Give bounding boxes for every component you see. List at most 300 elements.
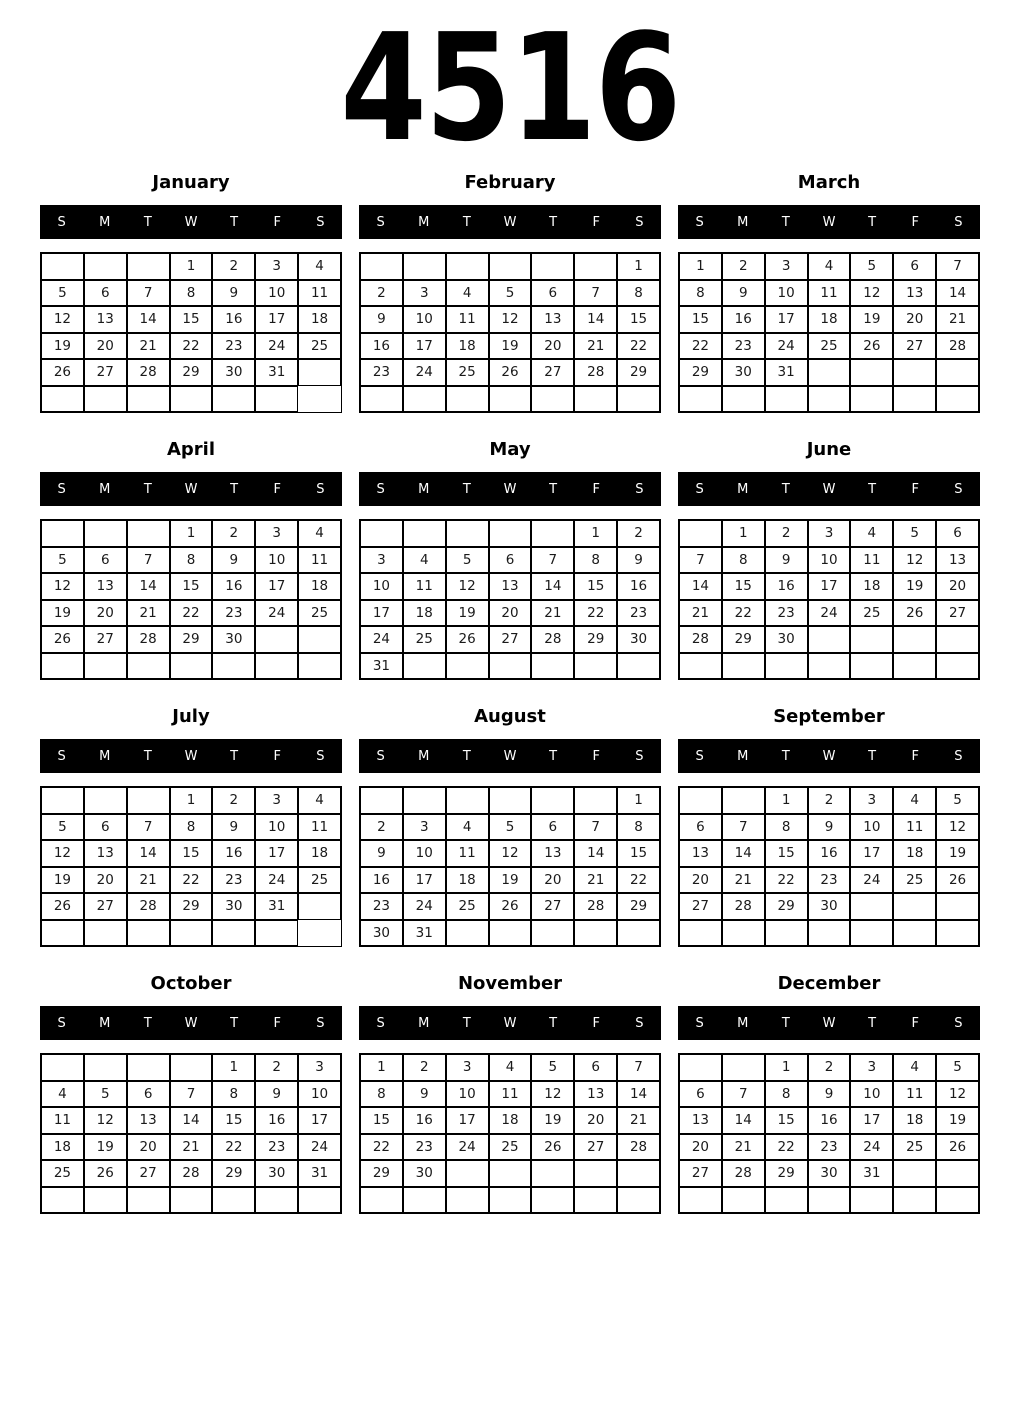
day-cell: 17 (850, 840, 893, 867)
day-cell-empty (850, 1187, 893, 1214)
day-cell: 16 (212, 306, 255, 333)
day-letter: M (99, 481, 111, 497)
day-cell: 6 (574, 1054, 617, 1081)
day-letter: T (230, 748, 239, 764)
day-cell: 19 (893, 573, 936, 600)
day-cell: 13 (84, 306, 127, 333)
day-cell: 16 (403, 1107, 446, 1134)
day-cell: 30 (808, 1160, 851, 1187)
day-cell: 18 (808, 306, 851, 333)
day-cell-empty (298, 626, 341, 653)
day-letter: T (230, 214, 239, 230)
day-letter: T (868, 481, 877, 497)
day-cell-empty (850, 359, 893, 386)
month-title: November (457, 973, 563, 994)
day-cell: 2 (808, 787, 851, 814)
day-cell-empty (531, 386, 574, 413)
day-cell-empty (617, 386, 660, 413)
day-cell: 21 (679, 600, 722, 627)
day-cell: 8 (360, 1081, 403, 1108)
day-cell-empty (531, 520, 574, 547)
day-cell: 21 (127, 333, 170, 360)
day-cell: 29 (617, 893, 660, 920)
day-cell: 24 (850, 1134, 893, 1161)
day-cell-empty (722, 386, 765, 413)
day-cell-empty (722, 1054, 765, 1081)
day-cell: 10 (255, 280, 298, 307)
month-june (678, 439, 980, 680)
day-cell-empty (574, 1160, 617, 1187)
day-cell-empty (41, 1187, 84, 1214)
day-cell-empty (936, 653, 979, 680)
day-cell-empty (893, 653, 936, 680)
day-cell-empty (936, 1187, 979, 1214)
day-letter: T (549, 481, 558, 497)
day-cell-empty (127, 1187, 170, 1214)
day-cell-empty (808, 653, 851, 680)
day-cell-empty (255, 920, 298, 947)
day-cell-empty (446, 1160, 489, 1187)
day-cell: 27 (84, 893, 127, 920)
day-cell-empty (808, 920, 851, 947)
day-cell: 18 (489, 1107, 532, 1134)
month-title: September (773, 706, 885, 727)
day-letter: F (911, 481, 920, 497)
day-letter: T (230, 1015, 239, 1031)
day-cell: 5 (41, 814, 84, 841)
day-header-bar (678, 1006, 980, 1040)
day-cell: 3 (255, 253, 298, 280)
day-cell: 27 (489, 626, 532, 653)
day-cell: 3 (765, 253, 808, 280)
day-cell-empty (850, 626, 893, 653)
day-cell: 3 (403, 280, 446, 307)
day-cell-empty (893, 626, 936, 653)
day-letter: S (316, 214, 325, 230)
month-march (678, 172, 980, 413)
day-cell: 4 (298, 520, 341, 547)
day-header-bar (40, 739, 342, 773)
day-cell: 20 (84, 600, 127, 627)
day-letter: T (462, 481, 471, 497)
day-cell-empty (936, 359, 979, 386)
day-cell: 27 (84, 626, 127, 653)
day-cell-empty (360, 386, 403, 413)
day-cell: 1 (722, 520, 765, 547)
day-letter: T (462, 1015, 471, 1031)
day-cell: 17 (446, 1107, 489, 1134)
day-cell: 26 (936, 867, 979, 894)
day-cell: 26 (489, 359, 532, 386)
day-cell: 19 (41, 867, 84, 894)
day-cell: 14 (617, 1081, 660, 1108)
day-cell: 14 (679, 573, 722, 600)
day-letter: S (57, 748, 66, 764)
day-cell: 19 (446, 600, 489, 627)
day-letter: M (99, 748, 111, 764)
day-cell: 5 (893, 520, 936, 547)
day-cell: 9 (722, 280, 765, 307)
day-cell: 19 (936, 1107, 979, 1134)
day-letter: F (592, 481, 601, 497)
day-cell: 25 (850, 600, 893, 627)
day-cell-empty (84, 253, 127, 280)
day-cell-empty (446, 787, 489, 814)
day-cell-empty (255, 386, 298, 413)
day-letter: W (822, 214, 836, 230)
day-cell: 28 (722, 893, 765, 920)
day-cell-empty (489, 1187, 532, 1214)
day-cell: 15 (722, 573, 765, 600)
day-cell: 2 (765, 520, 808, 547)
day-cell: 11 (403, 573, 446, 600)
day-cell-empty (722, 920, 765, 947)
day-cell: 14 (722, 1107, 765, 1134)
day-cell: 21 (722, 867, 765, 894)
day-cell-empty (531, 920, 574, 947)
day-letter: F (911, 214, 920, 230)
day-cell: 21 (617, 1107, 660, 1134)
day-cell: 12 (936, 1081, 979, 1108)
day-cell: 22 (574, 600, 617, 627)
day-cell-empty (574, 386, 617, 413)
day-cell-empty (446, 1187, 489, 1214)
day-letter: M (418, 748, 430, 764)
day-cell: 31 (850, 1160, 893, 1187)
day-cell: 11 (298, 280, 341, 307)
day-cell: 22 (170, 867, 213, 894)
day-cell-empty (360, 787, 403, 814)
day-cell-empty (679, 1054, 722, 1081)
day-cell: 2 (808, 1054, 851, 1081)
day-cell: 23 (360, 893, 403, 920)
day-cell: 31 (298, 1160, 341, 1187)
day-cell-empty (489, 253, 532, 280)
day-cell: 17 (255, 840, 298, 867)
day-cell: 14 (574, 306, 617, 333)
day-cell: 8 (765, 1081, 808, 1108)
day-cell-empty (41, 253, 84, 280)
day-cell: 17 (255, 573, 298, 600)
day-cell: 10 (403, 306, 446, 333)
day-cell: 7 (170, 1081, 213, 1108)
day-cell-empty (298, 893, 341, 920)
day-cell: 5 (531, 1054, 574, 1081)
day-cell: 5 (41, 547, 84, 574)
day-cell: 24 (850, 867, 893, 894)
day-cell-empty (531, 653, 574, 680)
day-letter: M (737, 748, 749, 764)
day-cell: 10 (808, 547, 851, 574)
day-cell: 12 (446, 573, 489, 600)
day-letter: T (143, 748, 152, 764)
day-cell: 19 (936, 840, 979, 867)
month-july (40, 706, 342, 947)
day-cell: 18 (403, 600, 446, 627)
day-cell: 30 (212, 893, 255, 920)
day-cell: 22 (170, 600, 213, 627)
day-cell: 27 (531, 359, 574, 386)
day-cell: 13 (84, 840, 127, 867)
day-cell: 28 (679, 626, 722, 653)
day-cell-empty (808, 626, 851, 653)
day-cell-empty (850, 893, 893, 920)
day-cell: 24 (765, 333, 808, 360)
day-cell: 25 (893, 1134, 936, 1161)
day-letter: T (549, 214, 558, 230)
day-cell: 13 (574, 1081, 617, 1108)
day-cell: 10 (255, 814, 298, 841)
day-cell-empty (212, 920, 255, 947)
day-cell: 7 (127, 280, 170, 307)
day-cell: 21 (574, 333, 617, 360)
day-cell: 1 (170, 253, 213, 280)
day-letter: S (635, 748, 644, 764)
day-cell: 12 (936, 814, 979, 841)
day-cell: 24 (808, 600, 851, 627)
day-cell: 15 (617, 306, 660, 333)
month-september (678, 706, 980, 947)
day-cell-empty (893, 1160, 936, 1187)
day-cell: 28 (127, 359, 170, 386)
day-cell-empty (84, 520, 127, 547)
day-cell-empty (41, 386, 84, 413)
day-cell: 23 (722, 333, 765, 360)
month-august (359, 706, 661, 947)
day-cell: 14 (127, 573, 170, 600)
day-letter: W (503, 748, 517, 764)
day-cell: 4 (893, 787, 936, 814)
day-cell: 9 (808, 1081, 851, 1108)
day-cell: 2 (360, 814, 403, 841)
day-header-bar (678, 205, 980, 239)
day-cell: 29 (170, 626, 213, 653)
day-cell: 2 (212, 520, 255, 547)
day-letter: S (376, 214, 385, 230)
day-cell: 27 (531, 893, 574, 920)
day-cell: 28 (574, 359, 617, 386)
day-cell: 29 (617, 359, 660, 386)
day-cell: 23 (212, 600, 255, 627)
day-cell: 8 (574, 547, 617, 574)
day-cell-empty (765, 1187, 808, 1214)
day-cell: 24 (298, 1134, 341, 1161)
day-cell-empty (84, 1187, 127, 1214)
day-cell-empty (679, 386, 722, 413)
day-cell: 21 (127, 600, 170, 627)
day-cell: 1 (617, 787, 660, 814)
day-cell: 14 (127, 840, 170, 867)
day-cell-empty (574, 253, 617, 280)
day-letter: F (273, 481, 282, 497)
day-cell: 16 (360, 867, 403, 894)
day-cell: 29 (722, 626, 765, 653)
day-cell: 12 (850, 280, 893, 307)
day-cell-empty (936, 1160, 979, 1187)
day-cell-empty (255, 653, 298, 680)
day-cell: 4 (446, 814, 489, 841)
day-cell-empty (617, 920, 660, 947)
month-may (359, 439, 661, 680)
day-cell: 21 (936, 306, 979, 333)
day-cell: 9 (212, 814, 255, 841)
day-header-bar (359, 739, 661, 773)
day-cell: 18 (893, 1107, 936, 1134)
day-cell: 19 (41, 600, 84, 627)
day-cell: 7 (574, 814, 617, 841)
day-letter: T (868, 214, 877, 230)
day-cell: 4 (446, 280, 489, 307)
day-cell-empty (936, 386, 979, 413)
day-cell-empty (298, 359, 341, 386)
day-cell: 23 (212, 867, 255, 894)
day-header-bar (678, 472, 980, 506)
day-cell: 7 (936, 253, 979, 280)
month-title: December (777, 973, 881, 994)
day-header-bar (40, 472, 342, 506)
day-cell: 4 (489, 1054, 532, 1081)
day-cell: 23 (403, 1134, 446, 1161)
day-cell: 20 (84, 867, 127, 894)
day-cell: 27 (84, 359, 127, 386)
day-letter: T (781, 214, 790, 230)
day-cell: 6 (679, 1081, 722, 1108)
day-cell: 3 (255, 520, 298, 547)
day-cell: 22 (617, 333, 660, 360)
day-cell: 2 (722, 253, 765, 280)
day-cell: 29 (170, 893, 213, 920)
day-cell: 27 (893, 333, 936, 360)
day-cell: 23 (765, 600, 808, 627)
day-cell: 19 (531, 1107, 574, 1134)
day-letter: W (184, 214, 198, 230)
day-cell: 26 (893, 600, 936, 627)
day-cell: 1 (574, 520, 617, 547)
day-letter: W (503, 481, 517, 497)
day-cell: 23 (808, 1134, 851, 1161)
day-cell-empty (127, 1054, 170, 1081)
day-cell-empty (489, 386, 532, 413)
day-cell: 15 (170, 840, 213, 867)
day-letter: F (273, 1015, 282, 1031)
day-cell: 30 (403, 1160, 446, 1187)
day-letter: M (418, 481, 430, 497)
day-cell: 24 (255, 867, 298, 894)
day-cell: 13 (679, 1107, 722, 1134)
day-cell: 30 (255, 1160, 298, 1187)
day-cell: 11 (298, 547, 341, 574)
day-letter: T (462, 214, 471, 230)
day-cell: 19 (489, 867, 532, 894)
day-cell: 18 (298, 306, 341, 333)
month-table (40, 1053, 342, 1214)
day-cell: 15 (170, 573, 213, 600)
day-cell: 4 (298, 253, 341, 280)
day-cell: 5 (489, 280, 532, 307)
day-cell-empty (255, 626, 298, 653)
day-cell-empty (617, 1160, 660, 1187)
day-cell: 1 (765, 787, 808, 814)
day-cell: 8 (170, 280, 213, 307)
day-letter: W (184, 481, 198, 497)
day-letter: W (184, 748, 198, 764)
day-cell: 18 (893, 840, 936, 867)
day-cell: 25 (808, 333, 851, 360)
day-cell: 1 (617, 253, 660, 280)
day-cell-empty (127, 920, 170, 947)
day-cell: 12 (489, 306, 532, 333)
day-cell-empty (446, 386, 489, 413)
day-letter: T (143, 214, 152, 230)
day-cell: 26 (936, 1134, 979, 1161)
day-cell: 1 (679, 253, 722, 280)
day-cell: 4 (403, 547, 446, 574)
day-cell-empty (41, 520, 84, 547)
day-cell: 22 (765, 867, 808, 894)
day-cell: 16 (212, 840, 255, 867)
day-cell: 1 (360, 1054, 403, 1081)
day-cell: 6 (489, 547, 532, 574)
day-cell: 19 (84, 1134, 127, 1161)
day-cell: 28 (127, 893, 170, 920)
month-title: May (489, 439, 531, 460)
day-cell: 13 (531, 840, 574, 867)
day-cell: 14 (936, 280, 979, 307)
day-cell: 25 (489, 1134, 532, 1161)
day-cell-empty (679, 787, 722, 814)
day-cell-empty (446, 253, 489, 280)
day-cell: 4 (850, 520, 893, 547)
day-cell: 31 (360, 653, 403, 680)
day-cell: 23 (617, 600, 660, 627)
day-cell: 29 (170, 359, 213, 386)
day-cell: 3 (808, 520, 851, 547)
day-cell: 9 (360, 306, 403, 333)
day-cell: 13 (893, 280, 936, 307)
day-cell: 25 (298, 867, 341, 894)
day-cell-empty (531, 253, 574, 280)
day-cell: 24 (255, 333, 298, 360)
day-letter: S (954, 481, 963, 497)
month-table (678, 786, 980, 947)
day-cell-empty (722, 653, 765, 680)
day-cell: 15 (574, 573, 617, 600)
month-title: April (166, 439, 216, 460)
day-cell-empty (170, 653, 213, 680)
day-cell-empty (722, 787, 765, 814)
day-cell: 5 (41, 280, 84, 307)
month-table (359, 786, 661, 947)
day-letter: M (418, 1015, 430, 1031)
day-cell: 8 (722, 547, 765, 574)
month-title: August (474, 706, 546, 727)
day-cell-empty (489, 653, 532, 680)
month-table (359, 252, 661, 413)
day-letter: T (230, 481, 239, 497)
day-cell-empty (531, 1187, 574, 1214)
day-cell: 20 (936, 573, 979, 600)
day-letter: S (635, 481, 644, 497)
day-cell: 12 (41, 840, 84, 867)
day-cell-empty (446, 920, 489, 947)
day-cell: 2 (255, 1054, 298, 1081)
day-cell: 8 (170, 547, 213, 574)
day-cell: 27 (127, 1160, 170, 1187)
day-letter: M (737, 214, 749, 230)
day-cell: 10 (446, 1081, 489, 1108)
day-cell: 20 (893, 306, 936, 333)
day-cell: 20 (531, 333, 574, 360)
